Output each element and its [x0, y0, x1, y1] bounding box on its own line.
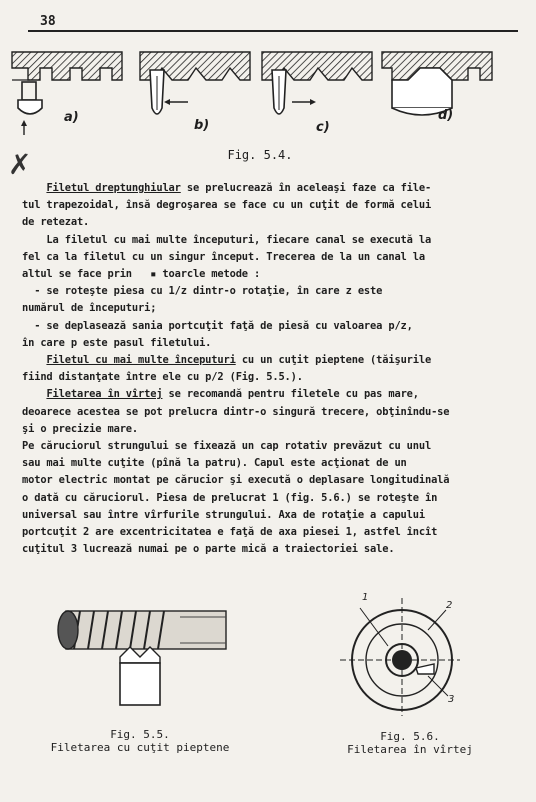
text-segment: motor electric montat pe cărucior şi execută o deplasare longitudinală	[22, 474, 450, 487]
text-line	[22, 490, 530, 507]
text-segment	[22, 388, 46, 400]
text-line	[22, 369, 530, 386]
text-line	[22, 180, 530, 197]
margin-cross-mark: ✗	[8, 148, 32, 181]
figure-5-5	[40, 595, 240, 725]
text-segment: tul trapezoidal, însă degroşarea se face cu un cuţit de formă celui	[22, 199, 432, 212]
text-segment: fel ca la filetul cu un singur început. Trecerea de la un canal la	[22, 250, 425, 263]
text-segment: fiind distanţate între ele cu p/2 (Fig. 5.5.).	[22, 371, 303, 384]
body-text	[22, 180, 530, 558]
text-segment: numărul de începuturi;	[22, 302, 157, 315]
underlined-term: Filetul cu mai multe începuturi	[46, 354, 236, 367]
text-line	[22, 197, 530, 214]
text-line	[22, 318, 530, 335]
text-line	[22, 283, 530, 300]
text-segment: de retezat.	[22, 216, 90, 229]
figure-5-5-caption	[20, 728, 260, 754]
text-line	[22, 352, 530, 369]
figure-5-6-label-3: 3	[448, 694, 455, 705]
sublabel-c: c)	[316, 120, 330, 135]
text-segment: portcuţit 2 are excentricitatea e faţă de axa piesei 1, astfel încît	[22, 526, 438, 539]
header-rule	[28, 30, 518, 32]
text-line	[22, 524, 530, 541]
text-line	[22, 232, 530, 249]
thread-profile-c	[262, 52, 372, 114]
text-segment: se recomandă pentru filetele cu pas mare,	[162, 388, 419, 401]
text-segment	[22, 354, 46, 366]
text-line	[22, 507, 530, 524]
text-line	[22, 472, 530, 489]
text-segment: cuţitul 3 lucrează numai pe o parte mică a traiectoriei sale.	[22, 543, 395, 556]
figure-5-5-caption-line2: Filetarea cu cuţit pieptene	[50, 741, 230, 754]
figure-5-6	[330, 590, 470, 720]
text-segment: - se roteşte piesa cu 1/z dintr-o rotaţie, în care z este	[22, 285, 383, 298]
figure-5-5-caption-line1: Fig. 5.5.	[110, 728, 170, 741]
underlined-term: Filetarea în vîrtej	[46, 388, 163, 401]
text-line	[22, 266, 530, 283]
text-line	[22, 541, 530, 558]
text-segment: sau mai multe cuţite (pînă la patru). Capul este acţionat de un	[22, 457, 407, 470]
text-line	[22, 438, 530, 455]
text-segment: Pe căruciorul strungului se fixează un cap rotativ prevăzut cu unul	[22, 440, 432, 453]
figure-5-6-label-1: 1	[362, 592, 369, 603]
page-number: 38	[40, 14, 56, 29]
text-line	[22, 214, 530, 231]
thread-profile-d	[382, 52, 492, 115]
figure-5-4-drawing	[0, 40, 536, 160]
figure-5-6-label-2: 2	[446, 600, 453, 611]
text-line	[22, 335, 530, 352]
text-line	[22, 386, 530, 403]
text-segment: în care p este pasul filetului.	[22, 336, 212, 349]
text-line	[22, 421, 530, 438]
text-segment: La filetul cu mai multe începuturi, fiecare canal se execută la	[22, 233, 432, 246]
figure-5-4-caption: Fig. 5.4.	[227, 148, 293, 162]
text-segment: deoarece acestea se pot prelucra dintr-o singură trecere, obţinîndu-se	[22, 405, 450, 418]
sublabel-a: a)	[64, 110, 79, 125]
text-segment: se prelucrează în aceleaşi faze ca file-	[180, 182, 432, 194]
thread-profile-b	[140, 52, 250, 114]
sublabel-b: b)	[194, 118, 210, 133]
text-line	[22, 300, 530, 317]
figure-5-4	[0, 40, 536, 160]
text-line	[22, 249, 530, 266]
figure-5-5-drawing	[40, 595, 240, 725]
text-segment: universal sau între vîrfurile strungului. Axa de rotaţie a capului	[22, 508, 425, 521]
text-segment: cu un cuţit pieptene (tăişurile	[235, 354, 432, 367]
figure-5-6-caption	[320, 730, 500, 756]
underlined-term: Filetul dreptunghiular	[46, 182, 181, 194]
text-segment: o dată cu căruciorul. Piesa de prelucrat 1 (fig. 5.6.) se roteşte în	[22, 491, 438, 504]
text-line	[22, 404, 530, 421]
figure-5-6-caption-line1: Fig. 5.6.	[380, 730, 440, 743]
text-segment	[22, 182, 46, 194]
text-segment: altul se face prin ▪ toarcle metode :	[22, 268, 261, 281]
text-line	[22, 455, 530, 472]
sublabel-d: d)	[438, 108, 454, 123]
text-segment: - se deplasează sania portcuţit faţă de piesă cu valoarea p/z,	[22, 319, 413, 332]
text-segment: şi o precizie mare.	[22, 422, 139, 435]
figure-5-6-caption-line2: Filetarea în vîrtej	[347, 743, 473, 756]
